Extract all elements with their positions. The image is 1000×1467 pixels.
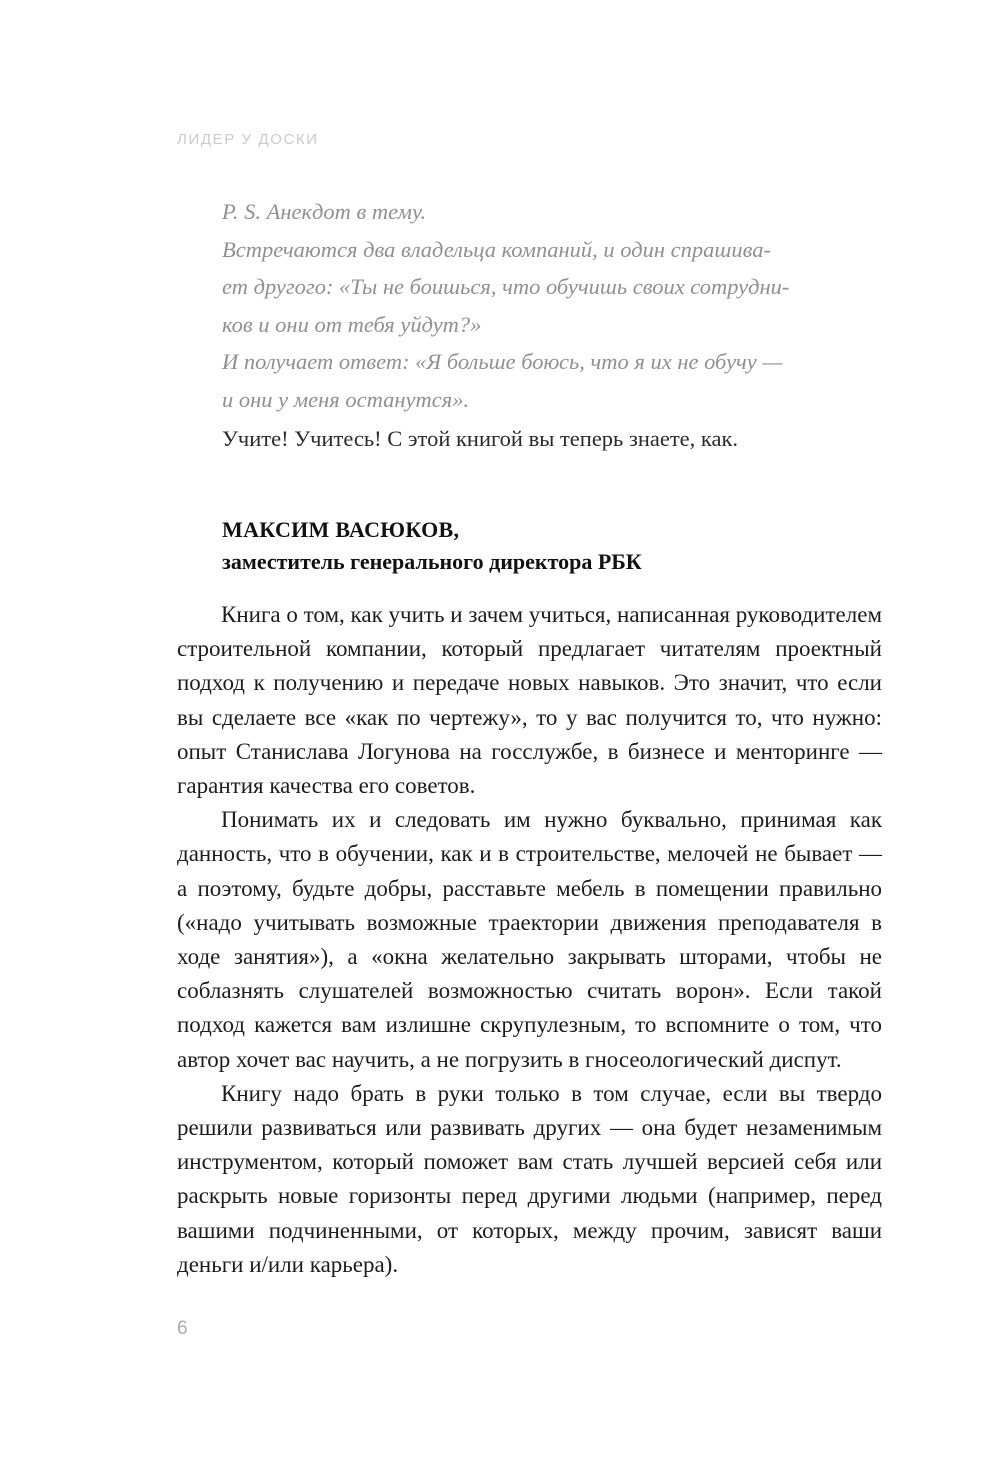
epigraph-line: И получает ответ: «Я больше боюсь, что я их не обучу — xyxy=(222,349,783,374)
attribution-role: заместитель генерального директора РБК xyxy=(222,549,642,574)
body-paragraph: Книгу надо брать в руки только в том случае, если вы твердо решили развиваться или развивать других — она будет незаменимым инструментом, который поможет вам стать лучшей версией себя или раскрыть новые горизонты перед другими людьми (например, перед вашими подчиненными, от которых, между прочим, зависят ваши деньги и/или карьера). xyxy=(177,1080,882,1277)
closing-statement: Учите! Учитесь! С этой книгой вы теперь знаете, как. xyxy=(222,426,739,451)
body-paragraph: Понимать их и следовать им нужно буквально, принимая как данность, что в обучении, как и в строительстве, мелочей не бывает — а поэтому, будьте добры, расставьте мебель в помещении правильно («надо учитывать возможные траектории движения преподавателя в ходе занятия»), а «окна желательно закрывать шторами, чтобы не соблазнять слушателей возможностью считать ворон». Если такой подход кажется вам излишне скрупулезным, то вспомните о том, что автор хочет вас научить, а не погрузить в гносеологический диспут. xyxy=(177,807,882,1072)
body-paragraph: Книга о том, как учить и зачем учиться, написанная руководителем строительной компании, который предлагает читателям проектный подход к получению и передаче новых навыков. Это значит, что если вы сделаете все «как по чертежу», то у вас получится то, что нужно: опыт Станислава Логунова на госслужбе, в бизнесе и менторинге — гарантия качества его советов. xyxy=(177,602,882,799)
epigraph-line: и они у меня останутся». xyxy=(222,386,470,412)
epigraph-line: Встречаются два владельца компаний, и один спрашива- xyxy=(222,236,771,262)
body-copy xyxy=(177,598,882,1282)
running-header: ЛИДЕР У ДОСКИ xyxy=(177,131,319,148)
epigraph-paragraph xyxy=(222,193,882,418)
epigraph-line: ков и они от тебя уйдут?» xyxy=(222,311,482,337)
epigraph-line: P. S. Анекдот в тему. xyxy=(222,199,427,224)
epigraph-line: ет другого: «Ты не боишься, что обучишь своих сотрудни- xyxy=(222,274,790,299)
page-number: 6 xyxy=(177,1318,188,1339)
epigraph-block xyxy=(222,193,882,418)
attribution-heading xyxy=(222,514,902,578)
attribution-name: МАКСИМ ВАСЮКОВ, xyxy=(222,517,460,542)
